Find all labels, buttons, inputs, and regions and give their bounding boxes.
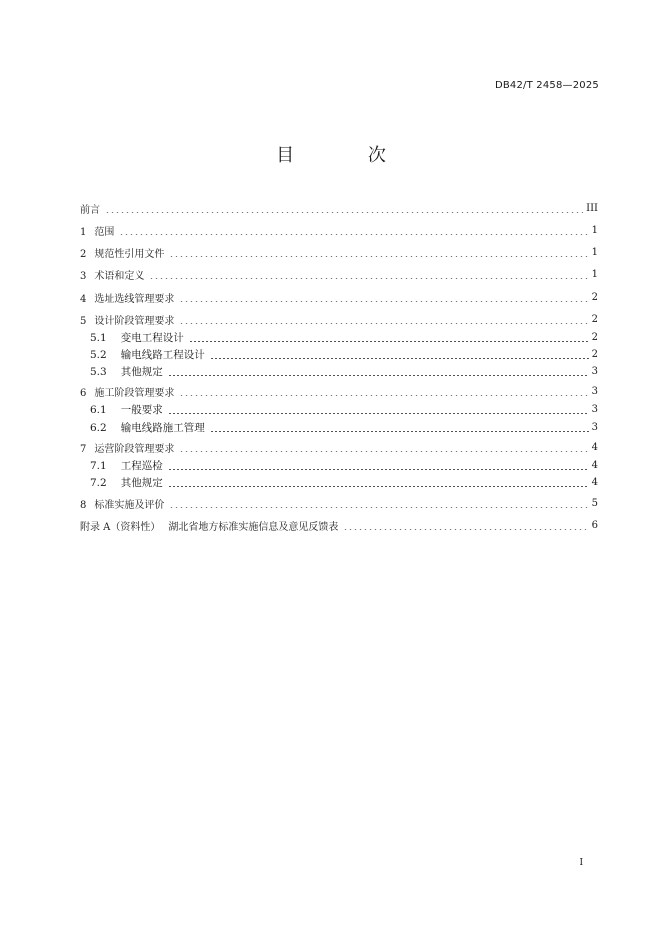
dot-leader: [179, 292, 588, 302]
toc-entry-number: 4: [80, 293, 87, 305]
toc-entry-number: 2: [80, 248, 87, 260]
toc-entry[interactable]: [80, 311, 598, 327]
toc-entry[interactable]: [80, 495, 598, 511]
toc-entry-label: [80, 223, 116, 238]
toc-entry-label: [80, 290, 176, 305]
toc-entry-number: 7: [80, 443, 87, 455]
toc-entry-number: 7.1: [90, 459, 107, 472]
toc-entry-title: 术语和定义: [94, 270, 145, 282]
toc-entry[interactable]: [90, 401, 598, 417]
toc-entry-page: 2: [591, 313, 598, 325]
toc-entry-number: 5.3: [90, 365, 107, 378]
toc-entry-page: 2: [591, 331, 598, 343]
toc-entry-number: 6.1: [90, 403, 107, 416]
toc-entry-label: [90, 347, 207, 362]
toc-entry-page: 3: [591, 403, 598, 415]
toc-entry-number: 5: [80, 315, 87, 327]
toc-entry-title: 范围: [94, 226, 115, 238]
toc-entry[interactable]: [90, 363, 598, 379]
toc-entry-title: 施工阶段管理要求: [94, 387, 175, 399]
toc-entry-number: 6: [80, 387, 87, 399]
toc-entry-page: 1: [591, 246, 598, 258]
toc-entry-label: [90, 420, 207, 435]
toc-entry-title: 标准实施及评价: [94, 499, 165, 511]
toc-entry[interactable]: [80, 200, 598, 216]
toc-entry-label: [80, 496, 166, 511]
toc-entry-page: 1: [591, 224, 598, 236]
toc-entry[interactable]: [80, 266, 598, 282]
toc-entry-number: 7.2: [90, 476, 107, 489]
toc-entry-page: 4: [591, 459, 598, 471]
dot-leader: [168, 477, 589, 487]
dot-leader: [210, 422, 589, 432]
toc-entry-label: [80, 384, 176, 399]
dot-leader: [169, 498, 588, 508]
toc-entry-label: [90, 458, 165, 473]
toc-entry-label: [80, 267, 146, 282]
toc-entry-page: 2: [591, 348, 598, 360]
toc-entry-label: [90, 364, 165, 379]
toc-entry-number: 1: [80, 226, 87, 238]
toc-entry-page: 3: [591, 421, 598, 433]
toc-entry-label: [80, 201, 102, 216]
toc-entry[interactable]: [80, 439, 598, 455]
toc-entry[interactable]: [80, 244, 598, 260]
toc-entry-title: 规范性引用文件: [94, 248, 165, 260]
toc-entry[interactable]: [90, 346, 598, 362]
toc-entry[interactable]: [80, 383, 598, 399]
toc-entry-page: 4: [591, 476, 598, 488]
toc-entry-title: 运营阶段管理要求: [94, 443, 175, 455]
toc-entry-label: [80, 518, 340, 533]
toc-entry-label: [80, 440, 176, 455]
toc-entry[interactable]: [90, 474, 598, 490]
toc-entry[interactable]: [80, 517, 598, 533]
toc-entry-page: 6: [591, 519, 598, 531]
toc-entry-title: 输电线路施工管理: [120, 421, 205, 434]
dot-leader: [119, 225, 588, 235]
toc-entry-label: [90, 330, 186, 345]
toc-entry-title: 湖北省地方标准实施信息及意见反馈表: [168, 521, 339, 533]
dot-leader: [168, 460, 589, 470]
page-title: 目 次: [276, 145, 420, 166]
toc-entry-page: 1: [591, 268, 598, 280]
dot-leader: [343, 520, 588, 530]
toc-entry-title: 设计阶段管理要求: [94, 315, 175, 327]
toc-entry-title: 一般要求: [120, 403, 163, 416]
toc-entry-number: 8: [80, 499, 87, 511]
toc-entry-page: 3: [591, 365, 598, 377]
dot-leader: [179, 314, 588, 324]
toc-entry-title: 其他规定: [120, 476, 163, 489]
toc-entry-page: III: [586, 202, 598, 214]
toc-entry-number: 6.2: [90, 421, 107, 434]
dot-leader: [179, 386, 588, 396]
toc-entry-label: [80, 245, 166, 260]
page-number: I: [579, 858, 583, 868]
toc-entry[interactable]: [80, 222, 598, 238]
toc-entry-title: 工程巡检: [120, 459, 163, 472]
toc-entry-title: 前言: [80, 204, 100, 216]
dot-leader: [169, 247, 588, 257]
dot-leader: [189, 332, 589, 342]
toc-entry-label: [90, 475, 165, 490]
toc-entry-title: 变电工程设计: [120, 331, 184, 344]
toc-entry[interactable]: [90, 457, 598, 473]
dot-leader: [105, 203, 583, 213]
dot-leader: [210, 349, 589, 359]
toc-entry-page: 3: [591, 385, 598, 397]
dot-leader: [149, 269, 588, 279]
toc-entry-title: 其他规定: [120, 365, 163, 378]
toc-entry-number: 5.2: [90, 348, 107, 361]
toc-entry[interactable]: [90, 419, 598, 435]
dot-leader: [168, 404, 589, 414]
dot-leader: [179, 442, 588, 452]
toc-entry-page: 5: [591, 497, 598, 509]
toc-entry-title: 输电线路工程设计: [120, 348, 205, 361]
toc-entry-label: [90, 402, 165, 417]
toc-entry-page: 2: [591, 291, 598, 303]
dot-leader: [168, 366, 589, 376]
toc-entry[interactable]: [90, 329, 598, 345]
toc-entry-number: 5.1: [90, 331, 107, 344]
toc-entry-number: 附录 A（资料性）: [80, 521, 161, 533]
toc-entry-page: 4: [591, 441, 598, 453]
toc-entry-label: [80, 312, 176, 327]
toc-entry-number: 3: [80, 270, 87, 282]
document-code: DB42/T 2458—2025: [494, 80, 599, 91]
toc-entry-title: 选址选线管理要求: [94, 293, 175, 305]
toc-entry[interactable]: [80, 289, 598, 305]
